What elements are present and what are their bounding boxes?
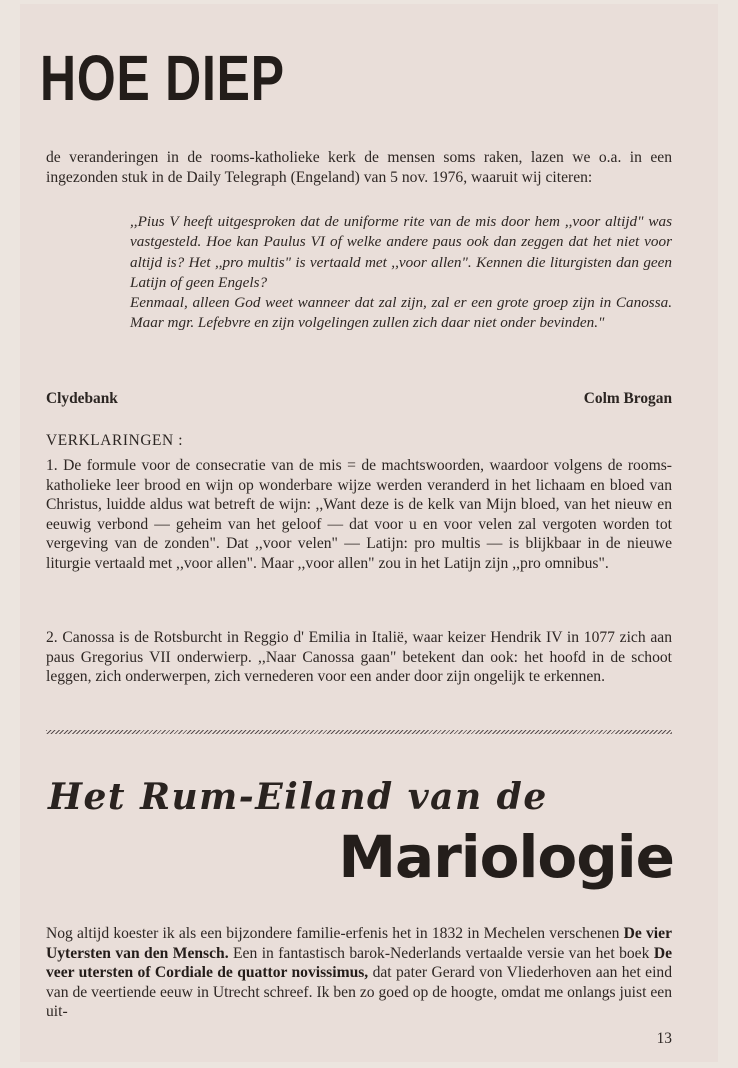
magazine-page [20, 4, 718, 1062]
quote-paragraph-1: ,,Pius V heeft uitgesproken dat de uniforme rite van de mis door hem ,,voor altijd" was vastgesteld. Hoe kan Paulus VI of welke andere paus ook dan zeggen dat het niet voor altijd is? Het ,,pro multis" is vertaald met ,,voor allen". Kennen die liturgisten dan geen Latijn of geen Engels? [130, 213, 672, 291]
article-script-title: Het Rum-Eiland van de [48, 776, 548, 818]
signature-author: Colm Brogan [583, 390, 672, 407]
signature-place: Clydebank [46, 390, 118, 407]
headline: HOE DIEP [40, 42, 285, 114]
paragraph-text-3: dat pater Gerard von Vliederhoven aan het eind van de veertiende eeuw in Utrecht schreef. Ik ben zo goed op de hoogte, omdat me onlangs juist een uit- [46, 964, 673, 1021]
article-paragraph [46, 924, 672, 1022]
paragraph-text-2: Een in fantastisch barok-Nederlands vertaalde versie van het boek [228, 944, 654, 962]
paragraph-text-1: Nog altijd koester ik als een bijzondere familie-erfenis het in 1832 in Mechelen verschenen [46, 925, 624, 942]
page-number: 13 [656, 1030, 672, 1047]
verklaringen-heading: VERKLARINGEN : [46, 432, 184, 449]
intro-paragraph: de veranderingen in de rooms-katholieke kerk de mensen soms raken, lazen we o.a. in een ingezonden stuk in de Daily Telegraph (Engeland) van 5 nov. 1976, waaruit wij citeren: [46, 149, 672, 186]
quote-block [130, 212, 672, 334]
verklaring-1: 1. De formule voor de consecratie van de mis = de machtswoorden, waardoor volgens de rooms-katholieke leer brood en wijn op wonderbare wijze werden veranderd in het lichaam en bloed van Christus, luidde aldus wat betreft de wijn: ,,Want deze is de kelk van Mijn bloed, van het nieuw en eeuwig verbond — geheim van het geloof — dat voor u en voor velen zal vergoten worden tot vergeving van de zonden". Dat ,,voor velen" — Latijn: pro multis — is blijkbaar in de nieuwe liturgie vertaald met ,,voor allen". Maar ,,voor allen" zou in het Latijn zijn ,,pro omnibus". [46, 457, 672, 572]
article-big-title: Mariologie [338, 823, 674, 891]
verklaring-2: 2. Canossa is de Rotsburcht in Reggio d' Emilia in Italië, waar keizer Hendrik IV in 1077 zich aan paus Gregorius VII onderwierp. ,,Naar Canossa gaan" betekent dan ook: het hoofd in de schoot leggen, zich onderwerpen, zich vernederen voor een ander door zijn ongelijk te erkennen. [46, 629, 672, 686]
book-title-1: De vier Uytersten van den Mensch. [46, 925, 672, 962]
section-divider [46, 730, 672, 734]
quote-paragraph-2: Eenmaal, alleen God weet wanneer dat zal zijn, zal er een grote groep zijn in Canossa. Maar mgr. Lefebvre en zijn volgelingen zullen zich daar niet onder bevinden." [130, 294, 672, 332]
book-title-2: De veer utersten of Cordiale de quattor novissimus, [46, 944, 672, 982]
